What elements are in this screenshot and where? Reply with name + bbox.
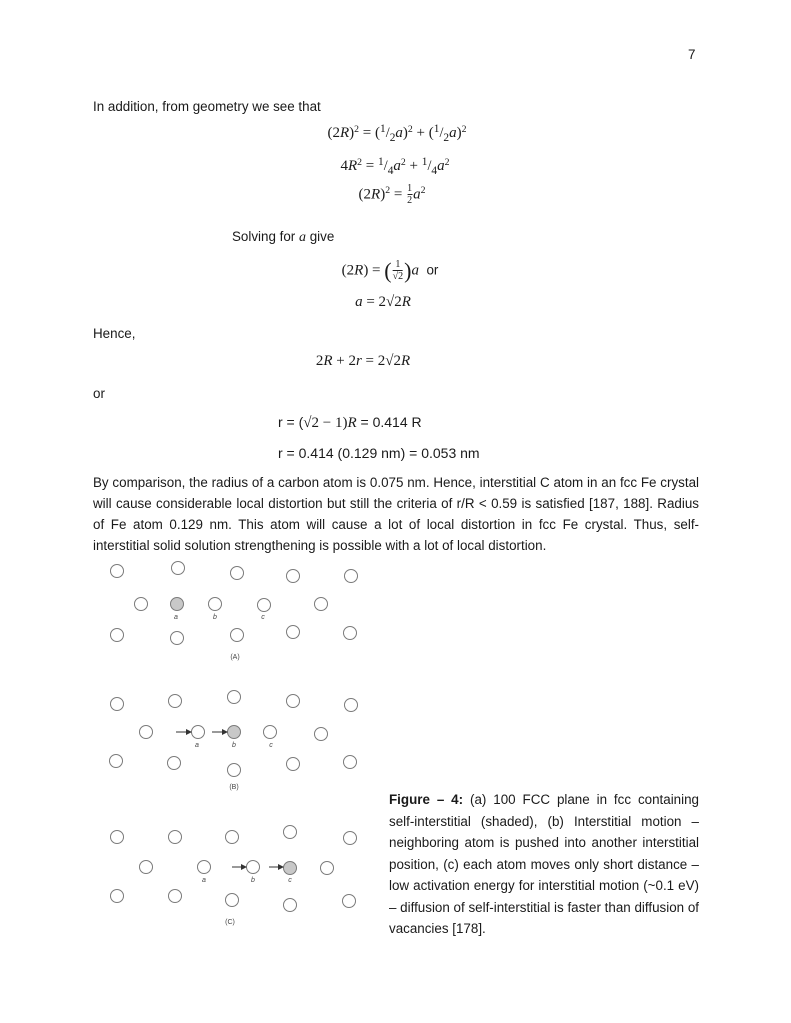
site-label: b bbox=[232, 742, 236, 749]
lattice-atom bbox=[345, 570, 358, 583]
lattice-atom bbox=[168, 757, 181, 770]
lattice-atom bbox=[284, 826, 297, 839]
lattice-atom bbox=[343, 895, 356, 908]
lattice-atom bbox=[140, 861, 153, 874]
lattice-atom bbox=[209, 598, 222, 611]
figure-panel-b bbox=[110, 691, 358, 792]
site-label: c bbox=[261, 614, 265, 621]
caption-label: Figure – 4: bbox=[389, 792, 464, 807]
lattice-atom bbox=[169, 695, 182, 708]
equation-5: a = 2√2R bbox=[355, 294, 411, 310]
lattice-atom bbox=[226, 894, 239, 907]
lattice-atom bbox=[321, 862, 334, 875]
site-label: b bbox=[251, 877, 255, 884]
interstitial-atom bbox=[284, 862, 297, 875]
lattice-atom bbox=[231, 629, 244, 642]
panel-label: (B) bbox=[229, 784, 239, 791]
lattice-atom bbox=[315, 728, 328, 741]
equation-6: 2R + 2r = 2√2R bbox=[315, 353, 411, 369]
site-label: a bbox=[174, 614, 178, 621]
figure-panel-a bbox=[111, 562, 358, 662]
lattice-atom bbox=[135, 598, 148, 611]
lattice-atom bbox=[111, 831, 124, 844]
equation-7: r = (√2 − 1)R = 0.414 R bbox=[278, 414, 422, 431]
figure-caption bbox=[389, 789, 699, 940]
lattice-atom bbox=[169, 831, 182, 844]
lattice-atom bbox=[284, 899, 297, 912]
lattice-atom bbox=[228, 764, 241, 777]
lattice-atom bbox=[228, 691, 241, 704]
site-label: c bbox=[288, 877, 292, 884]
equation-3: $(2R)^2$ = $\frac{1}{2}$ $a^2$ bbox=[358, 183, 426, 206]
lattice-atom bbox=[264, 726, 277, 739]
lattice-atom bbox=[345, 699, 358, 712]
lattice-atom bbox=[226, 831, 239, 844]
hence-text: Hence, bbox=[93, 326, 136, 341]
page-number: 7 bbox=[688, 47, 696, 62]
or-text: or bbox=[93, 386, 105, 401]
lattice-atom bbox=[287, 626, 300, 639]
equation-4: (2R) = ( $\frac{1}{√2}$ )a or bbox=[341, 258, 439, 283]
lattice-atom bbox=[110, 755, 123, 768]
lattice-atom bbox=[344, 627, 357, 640]
intro-text: In addition, from geometry we see that bbox=[93, 99, 321, 114]
site-label: c bbox=[269, 742, 273, 749]
lattice-atom bbox=[315, 598, 328, 611]
lattice-atom bbox=[198, 861, 211, 874]
interstitial-atom bbox=[171, 598, 184, 611]
lattice-atom bbox=[192, 726, 205, 739]
lattice-atom bbox=[287, 758, 300, 771]
lattice-atom bbox=[287, 570, 300, 583]
caption-text: (a) 100 FCC plane in fcc containing self-interstitial (shaded), (b) Interstitial motion – neighboring atom is pushed into another interstitial position, (c) each atom moves only short distance – low activation energy for interstitial motion (~0.1 eV) – diffusion of self-interstitial is faster than diffusion of vacancies [178]. bbox=[389, 792, 699, 936]
panel-label: (A) bbox=[230, 654, 240, 661]
lattice-atom bbox=[344, 756, 357, 769]
site-label: a bbox=[202, 877, 206, 884]
lattice-atom bbox=[287, 695, 300, 708]
lattice-atom bbox=[231, 567, 244, 580]
lattice-atom bbox=[258, 599, 271, 612]
lattice-atom bbox=[169, 890, 182, 903]
equation-2: $4R^2 = ^1/_4a^2 + ^1/_4a^2$ bbox=[340, 156, 450, 178]
lattice-atom bbox=[111, 629, 124, 642]
lattice-atom bbox=[111, 565, 124, 578]
site-label: a bbox=[195, 742, 199, 749]
solving-text: Solving for a give bbox=[232, 229, 335, 245]
lattice-atom bbox=[111, 890, 124, 903]
site-label: b bbox=[213, 614, 217, 621]
lattice-atom bbox=[171, 632, 184, 645]
body-paragraph: By comparison, the radius of a carbon atom is 0.075 nm. Hence, interstitial C atom in an fcc Fe crystal will cause considerable local distortion but still the criteria of r/R < 0.59 is satisfied [187, 188]. Radius of Fe atom 0.129 nm. This atom will cause a lot of local distortion in fcc Fe crystal. Thus, self-interstitial solid solution strengthening is possible with a lot of local distortion. bbox=[93, 475, 699, 553]
equation-1: $(2R)^2 = (^1/_2a)^2 + (^1/_2a)^2$ bbox=[327, 123, 467, 145]
figure-panel-c bbox=[111, 826, 357, 927]
lattice-atom bbox=[172, 562, 185, 575]
interstitial-atom bbox=[228, 726, 241, 739]
lattice-atom bbox=[344, 832, 357, 845]
lattice-atom bbox=[247, 861, 260, 874]
panel-label: (C) bbox=[225, 919, 235, 926]
lattice-atom bbox=[111, 698, 124, 711]
equation-8: r = 0.414 (0.129 nm) = 0.053 nm bbox=[278, 445, 480, 461]
lattice-atom bbox=[140, 726, 153, 739]
